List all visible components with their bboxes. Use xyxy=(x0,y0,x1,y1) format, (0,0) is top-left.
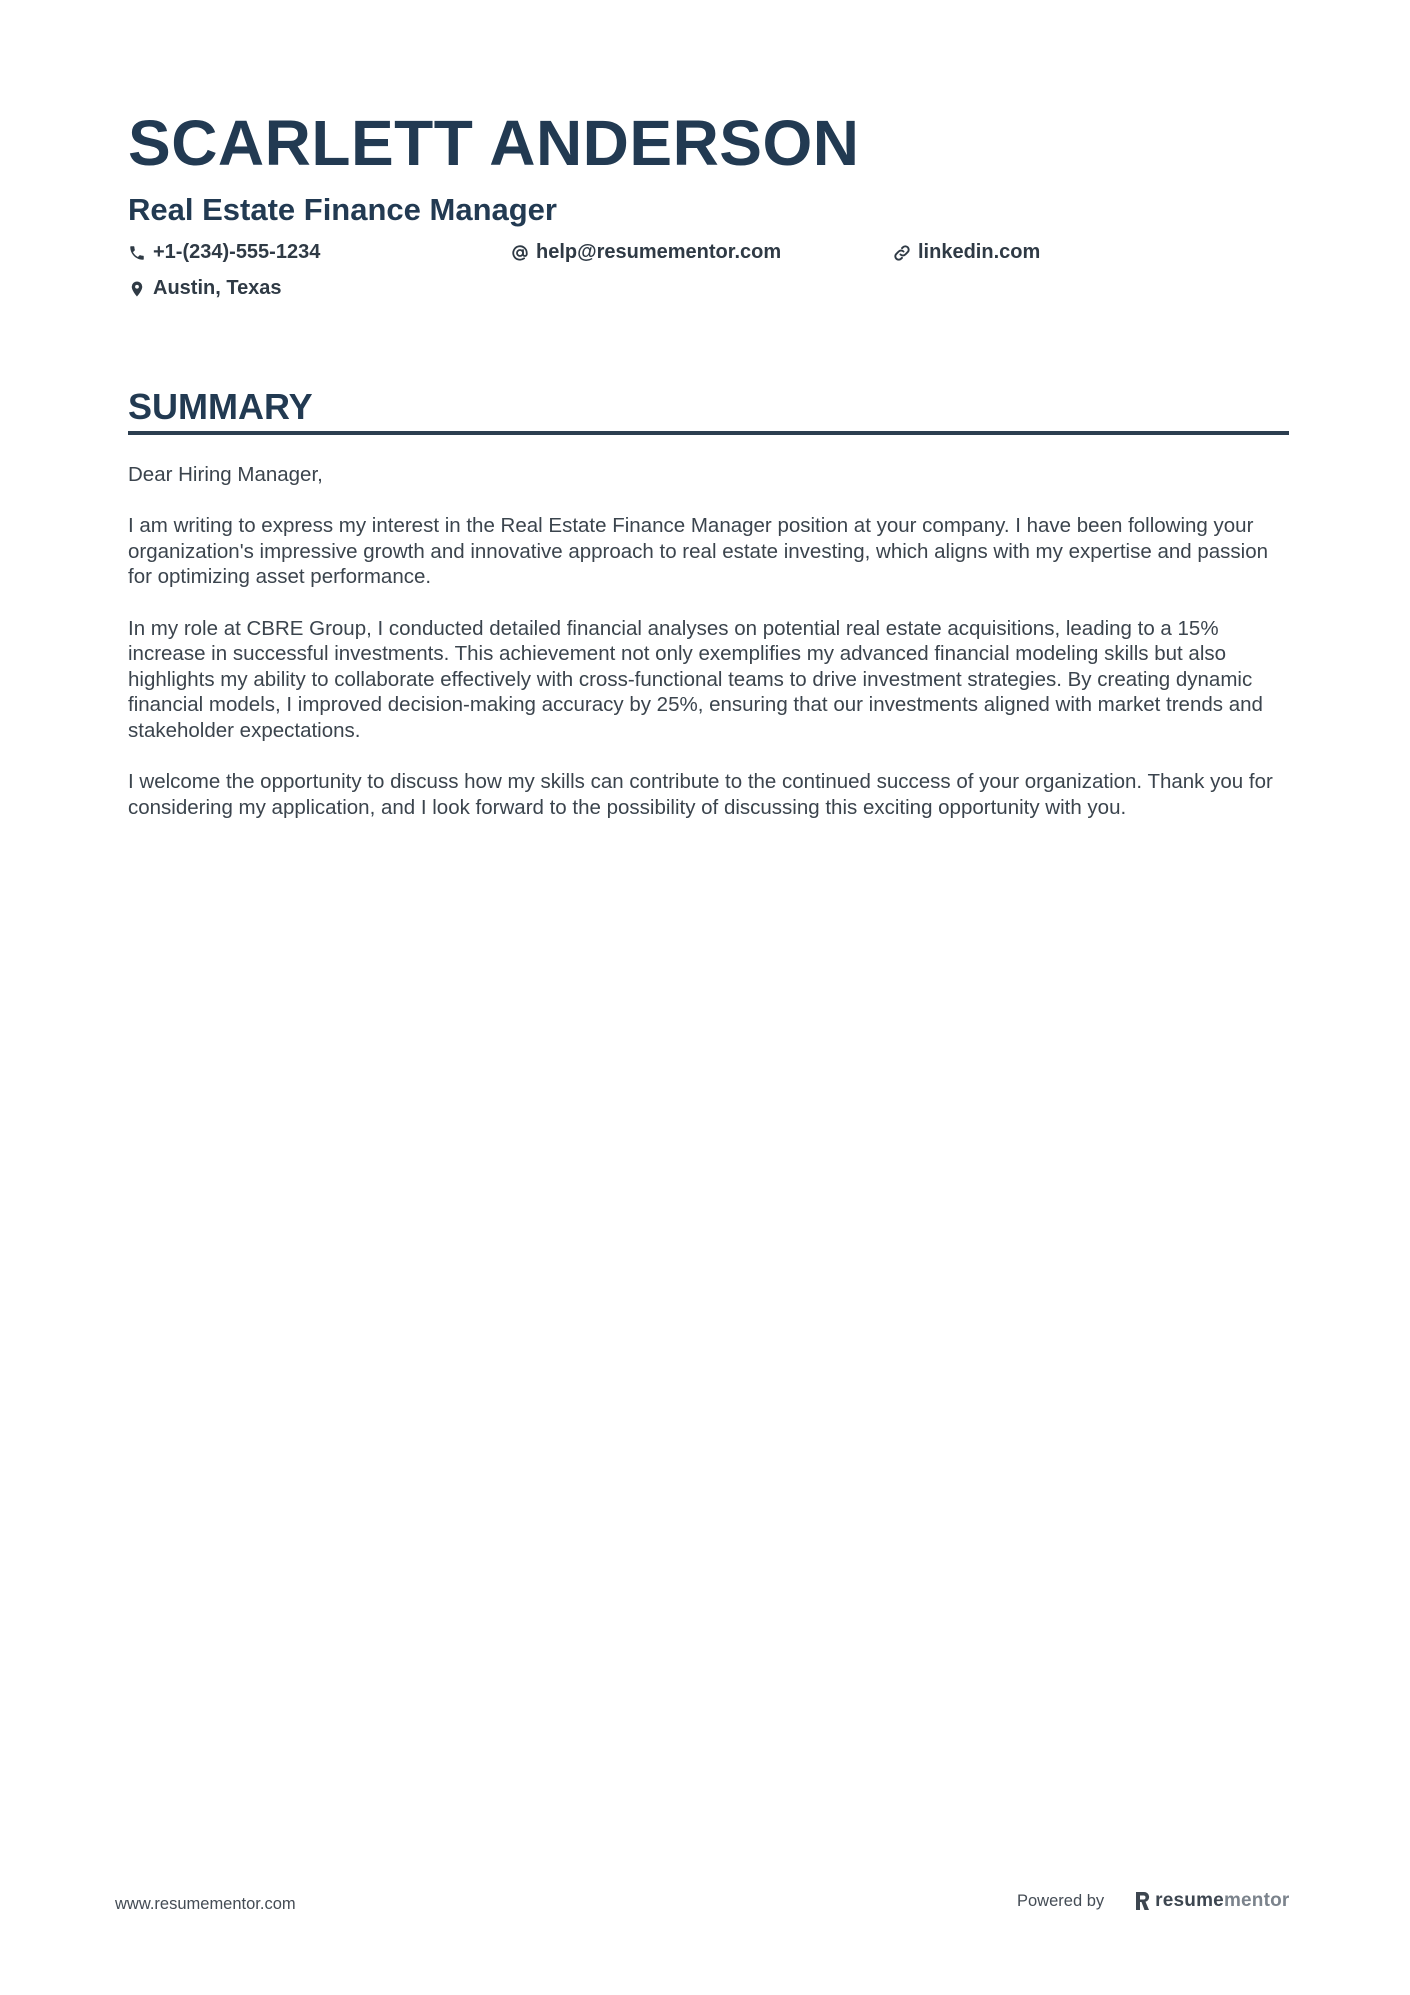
brand-text-mentor: mentor xyxy=(1223,1890,1290,1911)
footer-website[interactable]: www.resumementor.com xyxy=(115,1895,296,1913)
contact-location xyxy=(128,277,282,300)
contact-phone xyxy=(128,241,320,264)
email-text[interactable]: help@resumementor.com xyxy=(536,241,782,263)
phone-text: +1-(234)-555-1234 xyxy=(153,241,321,263)
phone-icon xyxy=(128,244,146,262)
paragraph-closing: I welcome the opportunity to discuss how my skills can contribute to the continued success of your organization. Thank you for considering my application, and I look forward to the possibility of discussing this exciting opportunity with you. xyxy=(128,770,1273,819)
resumementor-logo-icon xyxy=(1134,1891,1150,1911)
link-icon xyxy=(893,244,911,262)
powered-by-label: Powered by xyxy=(1017,1891,1105,1910)
map-pin-icon xyxy=(128,280,146,298)
location-text: Austin, Texas xyxy=(153,277,282,299)
brand-logo[interactable] xyxy=(1134,1890,1289,1912)
section-divider xyxy=(128,431,1289,435)
paragraph-experience: In my role at CBRE Group, I conducted detailed financial analyses on potential real estate acquisitions, leading to a 15% increase in successful investments. This achievement not only exemplifies my advanced financial modeling skills but also highlights my ability to collaborate effectively with cross-functional teams to drive investment strategies. By creating dynamic financial models, I improved decision-making accuracy by 25%, ensuring that our investments aligned with market trends and stakeholder expectations. xyxy=(128,616,1263,742)
brand-text-resume: resume xyxy=(1155,1890,1224,1911)
at-sign-icon xyxy=(511,244,529,262)
letter-body xyxy=(128,462,1293,846)
contact-email xyxy=(511,241,781,264)
salutation: Dear Hiring Manager, xyxy=(128,463,323,486)
job-title: Real Estate Finance Manager xyxy=(128,192,557,227)
link-text[interactable]: linkedin.com xyxy=(918,241,1041,263)
contact-link xyxy=(893,241,1040,264)
section-heading-summary: SUMMARY xyxy=(128,386,313,427)
footer-brand-area xyxy=(1017,1890,1290,1912)
candidate-name: SCARLETT ANDERSON xyxy=(128,107,860,179)
paragraph-intro: I am writing to express my interest in the Real Estate Finance Manager position at your company. I have been following your organization's impressive growth and innovative approach to real estate investing, which aligns with my expertise and passion for optimizing asset performance. xyxy=(128,514,1269,589)
